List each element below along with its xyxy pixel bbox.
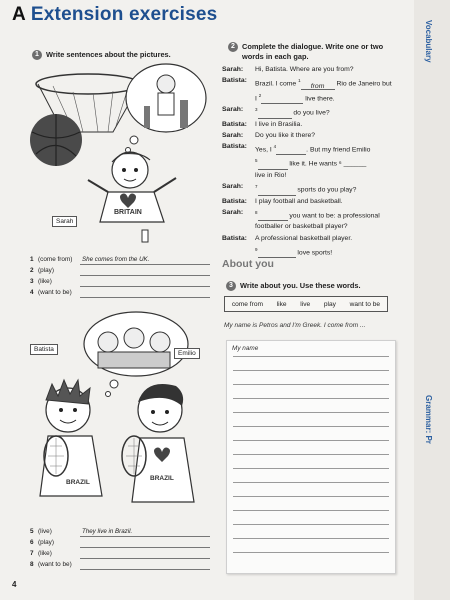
dialogue-text: do you live? — [293, 109, 330, 117]
notepad-line — [233, 397, 389, 399]
dialogue-text: I play football and basketball. — [255, 197, 343, 205]
answer-number: 2 — [30, 267, 34, 274]
gap-field[interactable] — [258, 92, 303, 104]
gap-field[interactable] — [258, 212, 288, 221]
answer-line[interactable] — [80, 289, 210, 298]
answer-row — [30, 528, 210, 537]
gap-number: 2 — [258, 92, 262, 98]
speaker — [222, 90, 255, 104]
gap-number: 3 — [255, 107, 258, 113]
gap-field[interactable] — [258, 249, 296, 258]
dialogue-line — [222, 170, 402, 181]
speaker: Batista: — [222, 120, 247, 128]
exercise-1-heading — [32, 50, 171, 60]
notepad-line — [233, 537, 389, 539]
answer-prompt: (want to be) — [38, 289, 72, 296]
notepad-line — [233, 411, 389, 413]
notepad-line — [233, 383, 389, 385]
dialogue-text: you want to be: a professional — [289, 212, 380, 220]
exercise-3-instruction: Write about you. Use these words. — [240, 281, 361, 290]
notepad-line — [233, 453, 389, 455]
dialogue-text: . But my friend Emilio — [306, 146, 371, 154]
gap-number: 5 — [255, 158, 258, 164]
answer-row — [30, 256, 210, 265]
gap-number: 9 — [255, 246, 258, 252]
answer-prompt: (like) — [38, 278, 52, 285]
answer-line[interactable] — [80, 561, 210, 570]
gap-field[interactable]: from — [301, 81, 335, 90]
gap-field[interactable] — [258, 110, 292, 119]
batista-tshirt-text: BRAZIL — [66, 479, 90, 486]
answer-number: 6 — [30, 539, 34, 546]
speaker: Sarah: — [222, 183, 244, 191]
answer-line[interactable] — [80, 550, 210, 559]
dialogue-line — [222, 233, 402, 244]
gap-number: 8 — [255, 209, 258, 215]
notepad-line — [233, 551, 389, 553]
dialogue-text: Do you like it there? — [255, 131, 316, 139]
notepad-line — [233, 369, 389, 371]
gap-field[interactable] — [273, 144, 306, 155]
exercise-2-number: 2 — [228, 42, 238, 52]
notepad-line — [233, 467, 389, 469]
dialogue-text: Hi, Batista. Where are you from? — [255, 66, 354, 73]
dialogue — [222, 64, 402, 258]
notepad-first-line: My name — [232, 345, 259, 352]
speaker: Sarah: — [222, 208, 244, 216]
dialogue-line — [222, 141, 402, 155]
speaker: Batista: — [222, 77, 247, 85]
answer-prompt: (play) — [38, 267, 54, 274]
dialogue-text: I — [255, 94, 257, 102]
writing-notepad[interactable] — [226, 340, 396, 574]
sarah-tshirt-text: BRITAIN — [114, 209, 142, 216]
dialogue-text: live there. — [305, 94, 335, 102]
speaker — [222, 221, 255, 232]
gap-field[interactable] — [258, 161, 288, 170]
dialogue-line — [222, 104, 402, 118]
notepad-line — [233, 509, 389, 511]
gap-number: 7 — [255, 184, 258, 190]
notepad-line — [233, 523, 389, 525]
notepad-line — [233, 481, 389, 483]
dialogue-text: footballer or basketball player? — [255, 223, 348, 231]
exercise-2-instruction-line-2: words in each gap. — [242, 52, 309, 61]
exercise-1-instruction: Write sentences about the pictures. — [46, 50, 171, 59]
speaker: Batista: — [222, 197, 247, 205]
answer-line[interactable]: She comes from the UK. — [80, 256, 210, 265]
answer-line[interactable] — [80, 267, 210, 276]
speaker: Sarah: — [222, 66, 244, 73]
dialogue-line — [222, 64, 402, 75]
exercise-3-number: 3 — [226, 281, 236, 291]
word-box — [224, 296, 388, 312]
answer-row — [30, 561, 210, 570]
answer-prompt: (come from) — [38, 256, 73, 263]
dialogue-line — [222, 119, 402, 130]
speaker: Sarah: — [222, 131, 244, 139]
speaker: Batista: — [222, 234, 247, 242]
dialogue-line — [222, 155, 402, 169]
answer-number: 5 — [30, 528, 34, 535]
grammar-tab: Grammar: Pr — [424, 395, 433, 444]
gap-number: 4 — [273, 144, 277, 150]
sarah-illustration — [18, 62, 218, 252]
word-item: play — [323, 300, 336, 308]
dialogue-line — [222, 75, 402, 89]
dialogue-line — [222, 207, 402, 221]
exercise-2-instruction-line-1: Complete the dialogue. Write one or two — [242, 42, 384, 51]
vocabulary-tab: Vocabulary — [424, 20, 433, 63]
dialogue-text: I live in Brasilia. — [255, 120, 303, 128]
answer-line[interactable] — [80, 539, 210, 548]
gap-number: 1 — [298, 78, 301, 84]
example-sentence: My name is Petros and I'm Greek. I come from ... — [224, 322, 366, 329]
word-item: want to be — [349, 300, 381, 308]
dialogue-line — [222, 244, 402, 258]
gap-field[interactable] — [258, 187, 296, 196]
notepad-line — [233, 495, 389, 497]
answer-prompt: (live) — [38, 528, 52, 535]
facing-page — [414, 0, 450, 600]
dialogue-text: Yes, I — [255, 146, 272, 154]
word-item: like — [276, 300, 287, 308]
dialogue-line — [222, 90, 402, 104]
batista-name-label: Batista — [30, 344, 58, 355]
answer-prompt: (want to be) — [38, 561, 72, 568]
page-number: 4 — [12, 580, 17, 589]
answer-row — [30, 267, 210, 276]
dialogue-line — [222, 130, 402, 141]
speaker — [222, 244, 255, 258]
dialogue-text: live in Rio! — [255, 171, 287, 179]
answer-number: 8 — [30, 561, 34, 568]
dialogue-line — [222, 181, 402, 195]
section-title-text: Extension exercises — [30, 4, 218, 25]
word-item: live — [300, 300, 311, 308]
speaker: Sarah: — [222, 106, 244, 114]
answer-line[interactable] — [80, 278, 210, 287]
dialogue-text: love sports! — [297, 248, 333, 256]
answer-row — [30, 550, 210, 559]
sarah-name-label: Sarah — [52, 216, 77, 227]
exercise-2-heading — [228, 42, 404, 62]
answer-line[interactable]: They live in Brazil. — [80, 528, 210, 537]
answer-row — [30, 278, 210, 287]
section-letter: A — [12, 4, 26, 25]
dialogue-text: Brazil. I come — [255, 80, 297, 88]
exercise-3-heading — [226, 281, 361, 291]
dialogue-text: like it. He wants ⁶ ______ — [289, 160, 367, 168]
notepad-line — [233, 355, 389, 357]
answer-prompt: (play) — [38, 539, 54, 546]
answer-number: 3 — [30, 278, 34, 285]
notepad-line — [233, 425, 389, 427]
dialogue-text: sports do you play? — [297, 186, 357, 194]
dialogue-line — [222, 221, 402, 232]
dialogue-line — [222, 196, 402, 207]
batista-emilio-illustration — [26, 306, 216, 516]
speaker: Batista: — [222, 143, 247, 151]
answer-row — [30, 289, 210, 298]
exercise-1-number: 1 — [32, 50, 42, 60]
word-item: come from — [231, 300, 263, 308]
emilio-tshirt-text: BRAZIL — [150, 475, 174, 482]
speaker — [222, 170, 255, 181]
about-you-heading: About you — [222, 258, 274, 270]
emilio-name-label: Emilio — [174, 348, 200, 359]
dialogue-text: A professional basketball player. — [255, 234, 353, 242]
answer-number: 7 — [30, 550, 34, 557]
answer-row — [30, 539, 210, 548]
answer-number: 4 — [30, 289, 34, 296]
dialogue-text: Rio de Janeiro but — [336, 80, 392, 88]
notepad-line — [233, 439, 389, 441]
answer-number: 1 — [30, 256, 34, 263]
speaker — [222, 155, 255, 169]
section-title — [12, 4, 217, 26]
answer-prompt: (like) — [38, 550, 52, 557]
